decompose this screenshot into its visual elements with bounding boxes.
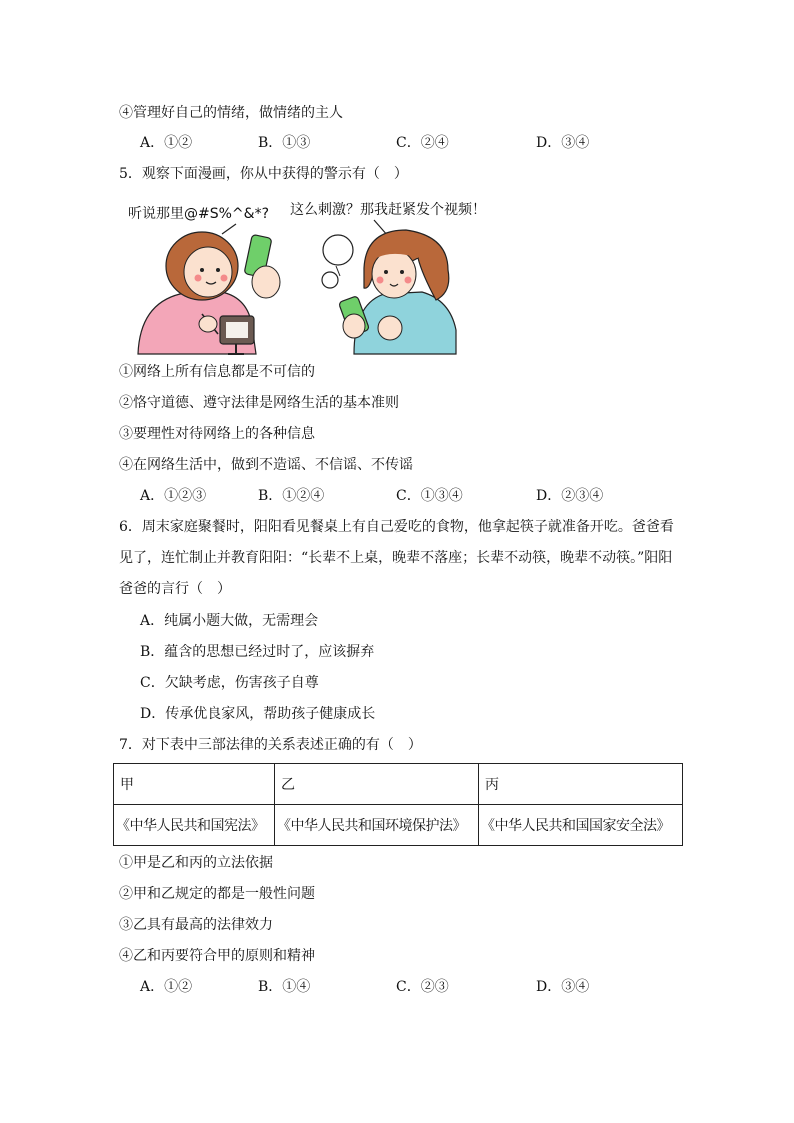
q5-item-2: ②恪守道德、遵守法律是网络生活的基本准则: [119, 395, 399, 411]
q5-item-3: ③要理性对待网络上的各种信息: [119, 426, 315, 442]
q5-item-4: ④在网络生活中，做到不造谣、不信谣、不传谣: [119, 457, 413, 473]
law-table-header-jia: 甲: [114, 764, 275, 805]
law-table-header-bing: 丙: [479, 764, 683, 805]
law-table: [113, 763, 683, 846]
comic-girl-left: [138, 232, 280, 354]
q7-item-1: ①甲是乙和丙的立法依据: [119, 855, 273, 871]
q4-option-b[interactable]: B．①③: [258, 135, 311, 151]
q5-option-d[interactable]: D．②③④: [536, 488, 604, 504]
q7-option-a[interactable]: A．①②: [140, 979, 193, 995]
comic-girl-right: [338, 230, 456, 354]
q5-option-a[interactable]: A．①②③: [140, 488, 207, 504]
law-table-header-row: [114, 764, 683, 805]
comic-illustration: [118, 196, 486, 354]
q5-item-1: ①网络上所有信息都是不可信的: [119, 364, 315, 380]
q5-stem: 5．观察下面漫画，你从中获得的警示有（ ）: [119, 166, 408, 182]
comic-bubble-right: 这么刺激？那我赶紧发个视频！: [290, 202, 486, 218]
q7-item-3: ③乙具有最高的法律效力: [119, 917, 273, 933]
q6-option-b[interactable]: B．蕴含的思想已经过时了，应该摒弃: [140, 644, 375, 660]
law-table-cell-security: 《中华人民共和国国家安全法》: [479, 805, 683, 846]
q6-stem-line-3: 爸爸的言行（ ）: [119, 581, 231, 597]
q5-option-c[interactable]: C．①③④: [396, 488, 463, 504]
q7-item-4: ④乙和丙要符合甲的原则和精神: [119, 948, 315, 964]
law-table-row: [114, 805, 683, 846]
q4-option-a[interactable]: A．①②: [140, 135, 193, 151]
q4-option-c[interactable]: C．②④: [396, 135, 449, 151]
q6-option-c[interactable]: C．欠缺考虑，伤害孩子自尊: [140, 675, 319, 691]
comic-thought-bubbles: [322, 235, 353, 288]
q4-option-d[interactable]: D．③④: [536, 135, 590, 151]
q6-option-a[interactable]: A．纯属小题大做，无需理会: [140, 613, 319, 629]
q5-option-b[interactable]: B．①②④: [258, 488, 325, 504]
law-table-header-yi: 乙: [275, 764, 479, 805]
q4-item-4: ④管理好自己的情绪，做情绪的主人: [119, 105, 343, 121]
law-table-cell-environment: 《中华人民共和国环境保护法》: [275, 805, 479, 846]
q6-stem-line-2: 见了，连忙制止并教育阳阳：“长辈不上桌，晚辈不落座；长辈不动筷，晚辈不动筷。”阳阳: [119, 550, 673, 566]
law-table-cell-constitution: 《中华人民共和国宪法》: [114, 805, 275, 846]
q7-option-d[interactable]: D．③④: [536, 979, 590, 995]
comic-bubble-left: 听说那里@#S%^&*?: [128, 206, 269, 222]
q7-stem: 7．对下表中三部法律的关系表述正确的有（ ）: [119, 737, 422, 753]
q7-item-2: ②甲和乙规定的都是一般性问题: [119, 886, 315, 902]
q6-option-d[interactable]: D．传承优良家风，帮助孩子健康成长: [140, 706, 376, 722]
q7-option-b[interactable]: B．①④: [258, 979, 311, 995]
q7-option-c[interactable]: C．②③: [396, 979, 449, 995]
q6-stem-line-1: 6．周末家庭聚餐时，阳阳看见餐桌上有自己爱吃的食物，他拿起筷子就准备开吃。爸爸看: [119, 519, 674, 535]
